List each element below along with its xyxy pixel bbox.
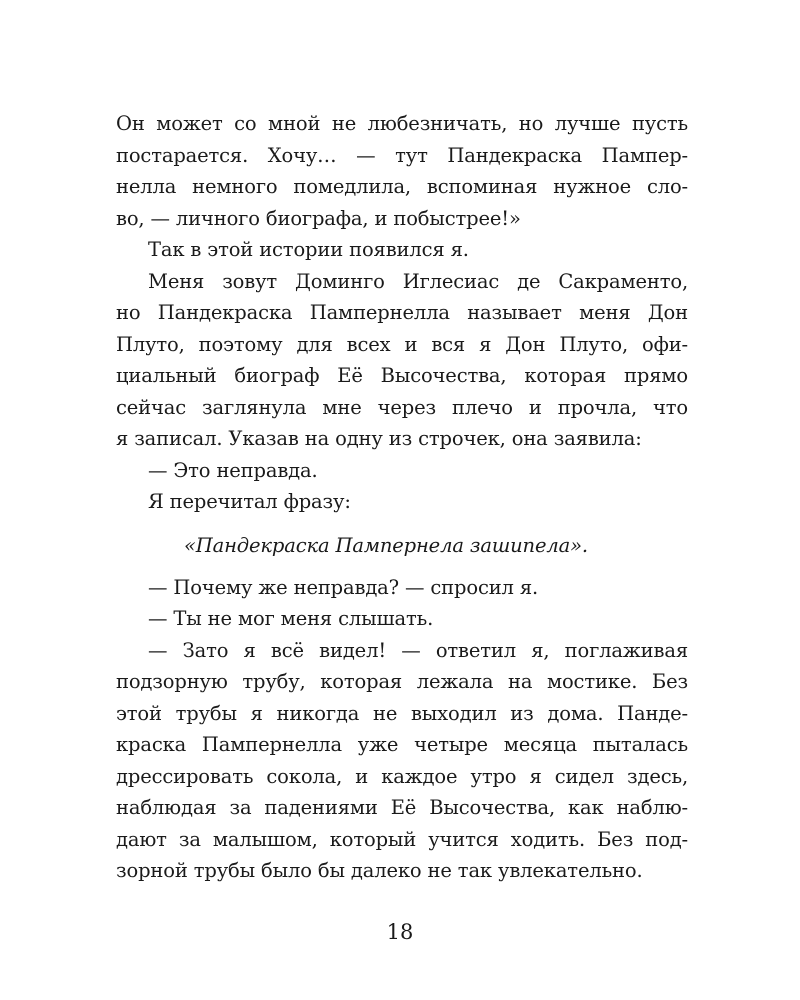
- paragraph-introduction: [116, 234, 688, 266]
- text-line: — Это неправда.: [148, 458, 318, 482]
- paragraph-reread: [116, 486, 688, 518]
- text-line: — Ты не мог меня слышать.: [148, 607, 434, 630]
- text-line: но Пандекраска Пампернелла называет меня Дон: [116, 301, 688, 324]
- text-line: краска Пампернелла уже четыре месяца пыталась: [116, 733, 688, 756]
- dialogue-not-true: [116, 455, 688, 487]
- book-page-text: [116, 108, 688, 887]
- dialogue-couldnt-hear: [116, 603, 688, 635]
- text-line: — Зато я всё видел! — ответил я, поглаживая: [148, 638, 688, 662]
- paragraph-name: [116, 266, 688, 455]
- text-line: дают за малышом, который учится ходить. Без под-: [116, 827, 688, 851]
- page-number: 18: [386, 920, 414, 944]
- dialogue-why: [116, 572, 688, 604]
- text-line: Меня зовут Доминго Иглесиас де Сакраменто,: [148, 269, 688, 293]
- paragraph-telescope: [116, 635, 688, 887]
- text-line: Он может со мной не любезничать, но лучше пусть: [116, 112, 688, 135]
- text-line: во, — личного биографа, и побыстрее!»: [116, 206, 521, 230]
- text-line: постарается. Хочу… — тут Пандекраска Пампер-: [116, 143, 688, 167]
- text-line: циальный биограф Её Высочества, которая прямо: [116, 364, 688, 387]
- text-line: подзорную трубу, которая лежала на мостике. Без: [116, 670, 688, 693]
- text-line: Плуто, поэтому для всех и вся я Дон Плуто, офи-: [116, 332, 688, 356]
- text-line: я записал. Указав на одну из строчек, она заявила:: [116, 427, 642, 450]
- text-line: Я перечитал фразу:: [148, 490, 351, 513]
- text-line: Так в этой истории появился я.: [148, 238, 469, 261]
- paragraph-continuation: [116, 108, 688, 234]
- text-line: нелла немного помедлила, вспоминая нужное сло-: [116, 175, 688, 198]
- text-line: сейчас заглянула мне через плечо и прочла, что: [116, 395, 688, 419]
- quoted-phrase: «Пандекраска Пампернела зашипела».: [184, 533, 588, 557]
- text-line: — Почему же неправда? — спросил я.: [148, 575, 539, 599]
- text-line: этой трубы я никогда не выходил из дома. Панде-: [116, 701, 688, 725]
- text-line: зорной трубы было бы далеко не так увлекательно.: [116, 859, 643, 882]
- text-line: дрессировать сокола, и каждое утро я сидел здесь,: [116, 764, 688, 788]
- text-line: наблюдая за падениями Её Высочества, как наблю-: [116, 796, 688, 819]
